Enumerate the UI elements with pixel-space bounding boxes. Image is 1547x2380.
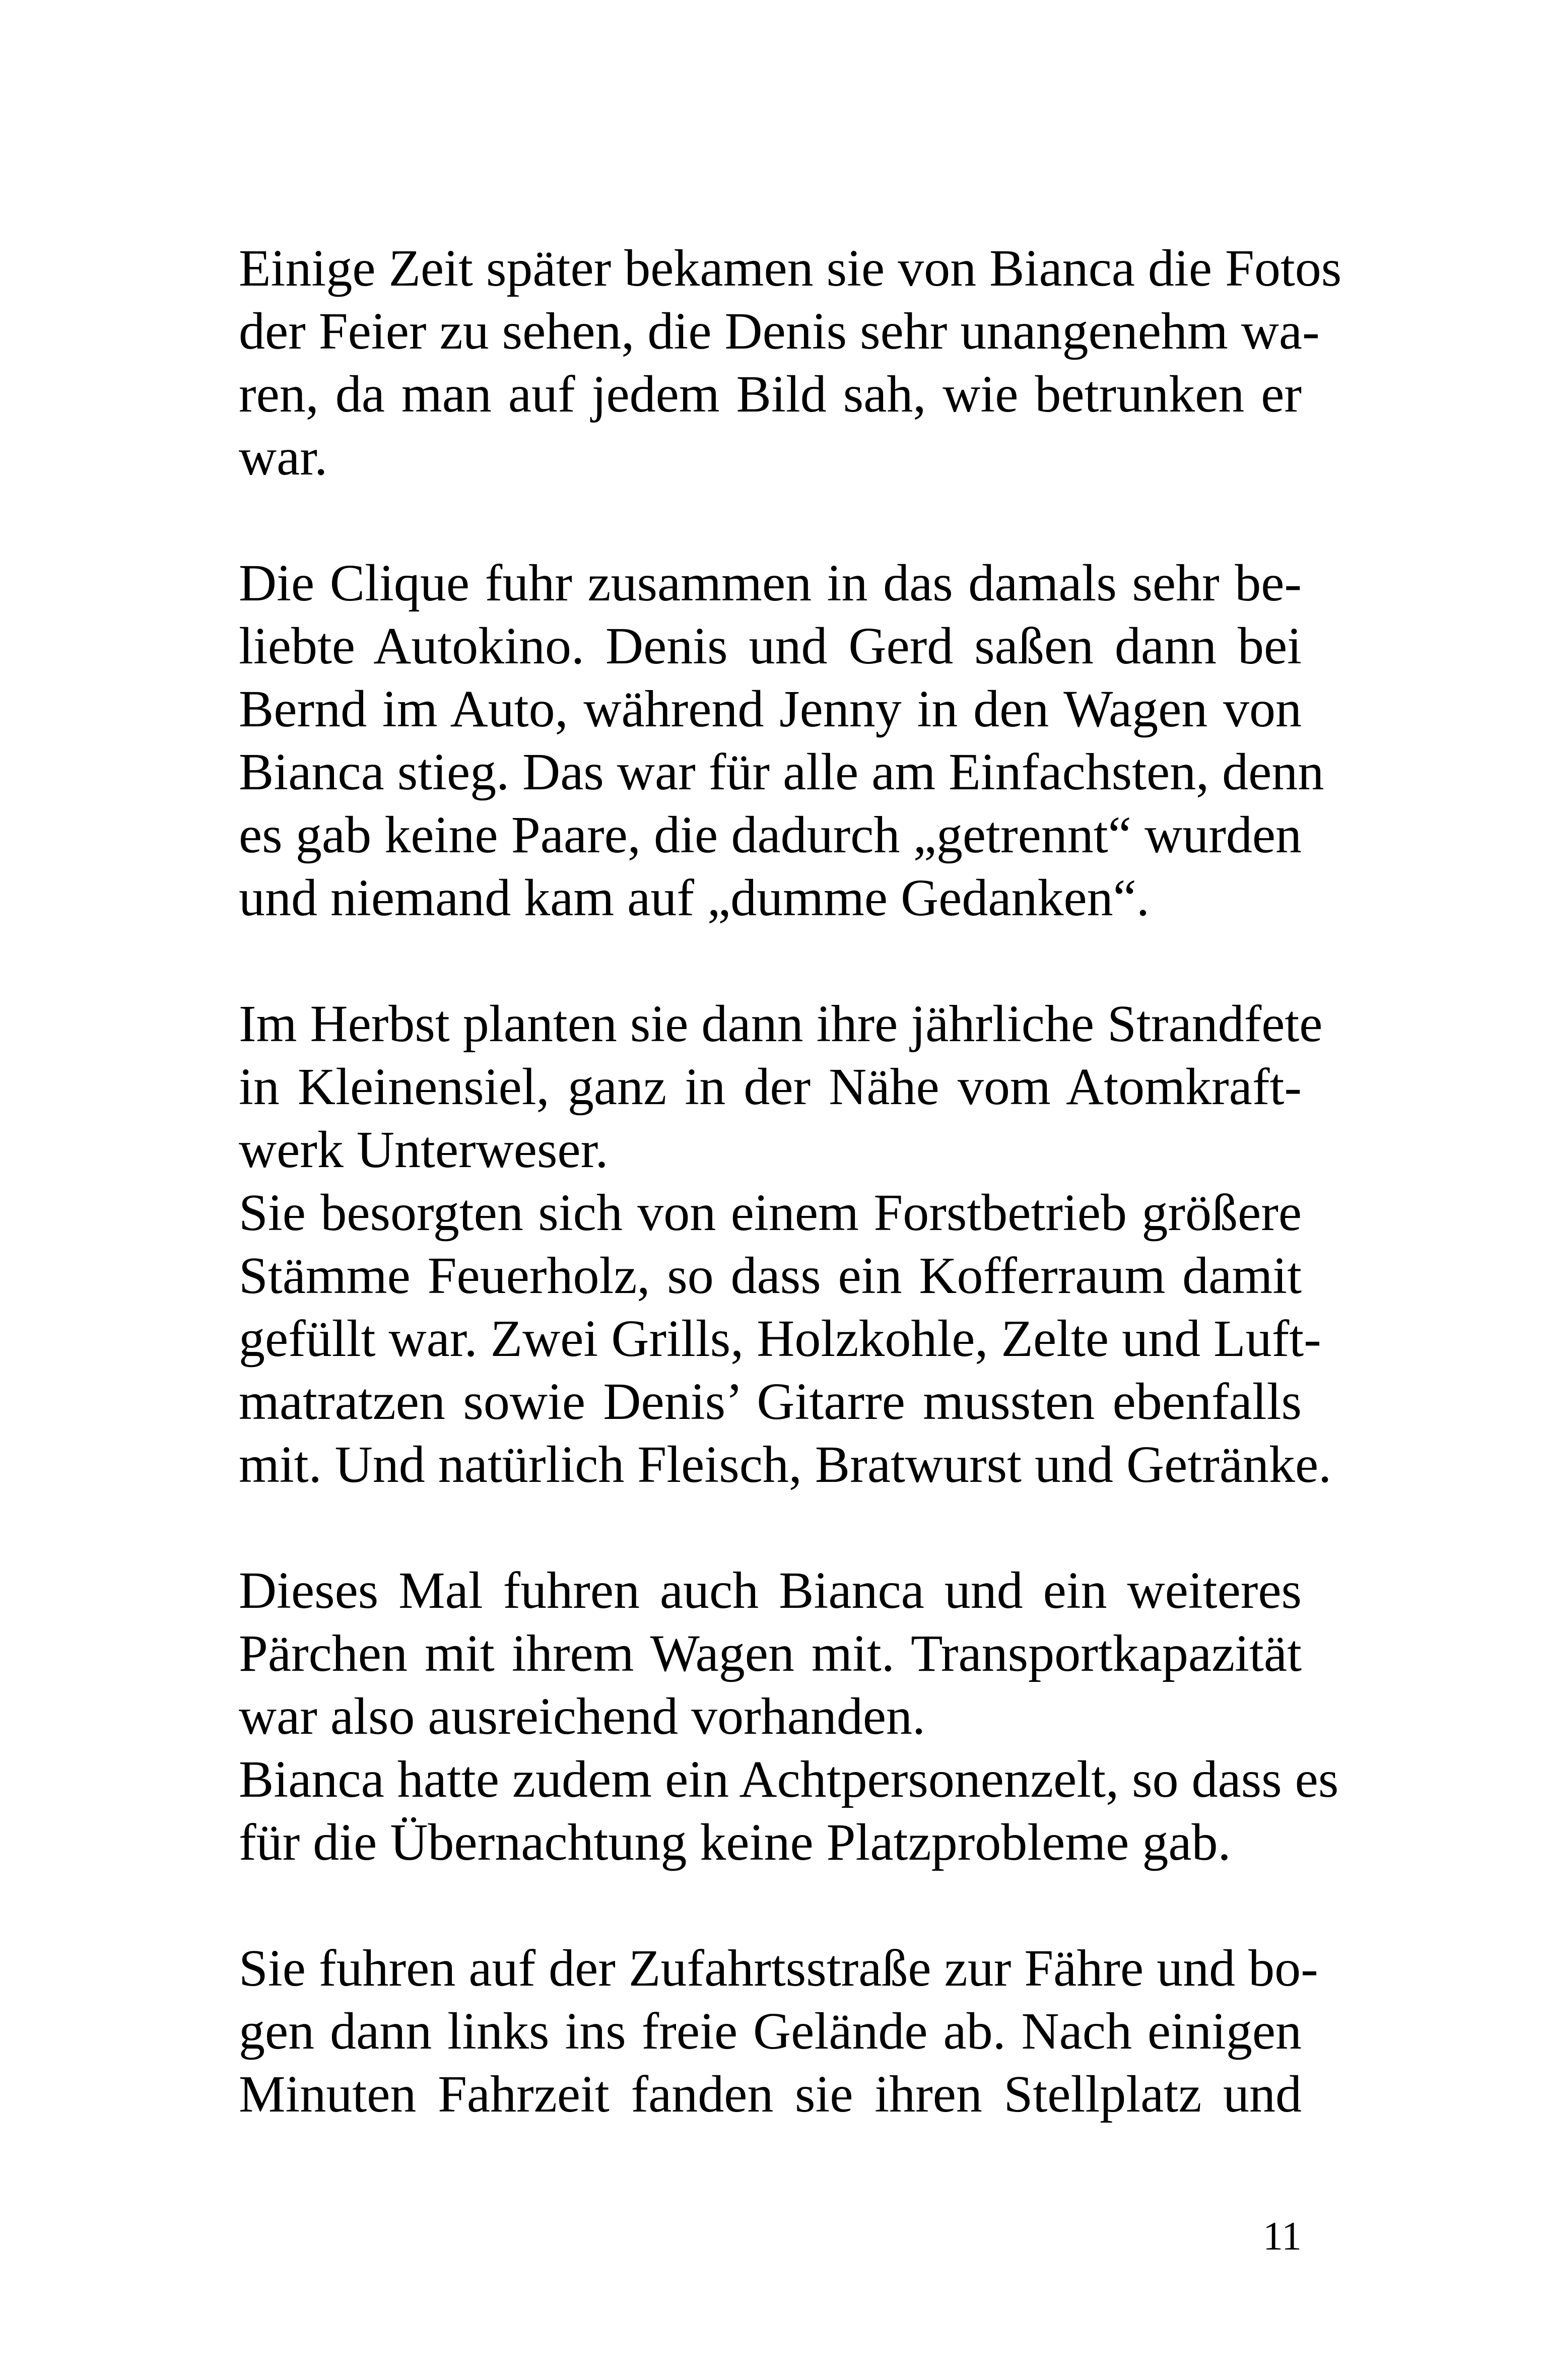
text-line: Einige Zeit später bekamen sie von Bianca die Fotos	[239, 239, 1342, 297]
body-text	[239, 237, 1342, 2126]
paragraph-spacer	[239, 1874, 1302, 1937]
text-line: Minuten Fahrzeit fanden sie ihren Stellplatz und	[239, 2065, 1302, 2123]
paragraph-spacer	[239, 489, 1302, 552]
text-line: Stämme Feuerholz, so dass ein Kofferraum damit	[239, 1247, 1302, 1305]
paragraph	[239, 1559, 1302, 1748]
paragraph-spacer	[239, 1496, 1302, 1559]
paragraph	[239, 1748, 1339, 1874]
text-line: Im Herbst planten sie dann ihre jährliche Strandfete	[239, 995, 1323, 1053]
paragraph	[239, 237, 1342, 489]
text-line: gen dann links ins freie Gelände ab. Nach einigen	[239, 2002, 1302, 2060]
text-line: Bianca hatte zudem ein Achtpersonenzelt, so dass es	[239, 1750, 1339, 1808]
text-line: in Kleinensiel, ganz in der Nähe vom Atomkraft-	[239, 1058, 1302, 1116]
text-line: Bernd im Auto, während Jenny in den Wagen von	[239, 680, 1302, 738]
text-line: matratzen sowie Denis’ Gitarre mussten ebenfalls	[239, 1373, 1302, 1431]
paragraph	[239, 1181, 1332, 1496]
paragraph	[239, 552, 1324, 929]
text-line: war.	[239, 428, 328, 486]
text-line: und niemand kam auf „dumme Gedanken“.	[239, 869, 1150, 927]
text-line: Die Clique fuhr zusammen in das damals sehr be-	[239, 554, 1302, 612]
text-line: Bianca stieg. Das war für alle am Einfachsten, denn	[239, 743, 1324, 801]
text-line: war also ausreichend vorhanden.	[239, 1687, 926, 1745]
text-line: liebte Autokino. Denis und Gerd saßen dann bei	[239, 617, 1302, 675]
text-line: werk Unterweser.	[239, 1121, 609, 1179]
text-line: mit. Und natürlich Fleisch, Bratwurst und Getränke.	[239, 1436, 1332, 1493]
text-line: Dieses Mal fuhren auch Bianca und ein weiteres	[239, 1561, 1302, 1619]
text-line: Pärchen mit ihrem Wagen mit. Transportkapazität	[239, 1624, 1302, 1682]
paragraph-spacer	[239, 929, 1302, 992]
page-number: 11	[1262, 2214, 1302, 2259]
paragraph	[239, 992, 1323, 1181]
text-line: Sie besorgten sich von einem Forstbetrieb größere	[239, 1184, 1302, 1242]
text-line: für die Übernachtung keine Platzprobleme gab.	[239, 1813, 1231, 1871]
text-line: gefüllt war. Zwei Grills, Holzkohle, Zelte und Luft-	[239, 1310, 1321, 1368]
text-line: ren, da man auf jedem Bild sah, wie betrunken er	[239, 365, 1302, 423]
text-line: Sie fuhren auf der Zufahrtsstraße zur Fähre und bo-	[239, 1939, 1318, 1997]
text-line: es gab keine Paare, die dadurch „getrennt“ wurden	[239, 806, 1302, 864]
text-line: der Feier zu sehen, die Denis sehr unangenehm wa-	[239, 302, 1320, 360]
paragraph	[239, 1937, 1318, 2126]
